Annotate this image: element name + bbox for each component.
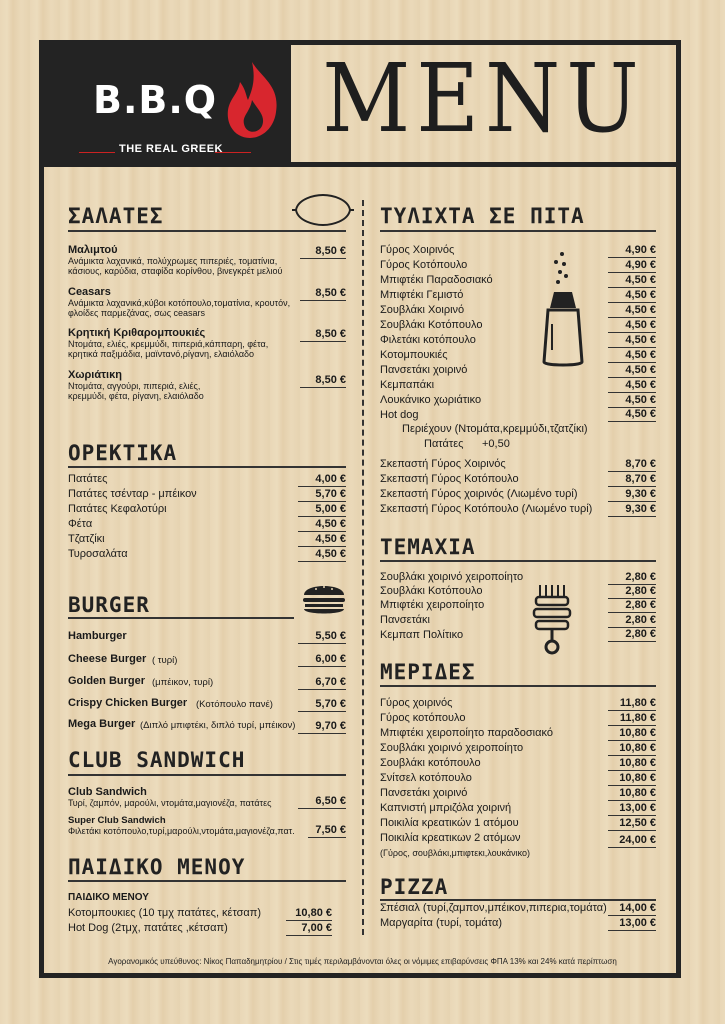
item-price: 5,70 €	[298, 488, 346, 502]
item-price: 24,00 €	[608, 834, 656, 848]
item-price: 5,70 €	[298, 698, 346, 712]
list-item: Τυροσαλάτα	[68, 548, 128, 560]
skewer-icon	[530, 583, 578, 657]
list-item: Σκεπαστή Γύρος Χοιρινός	[380, 458, 506, 470]
list-item: Σουβλάκι Χοιρινό	[380, 304, 465, 316]
logo-text: B.B.Q	[93, 78, 218, 122]
item-price: 2,80 €	[608, 614, 656, 628]
salad-desc: Ντομάτα, ελιές, κρεμμύδι, πιπεριά,κάππαρη, φέτα,	[68, 339, 269, 349]
item-price: 8,70 €	[608, 458, 656, 472]
burger-extra: ( τυρί)	[152, 655, 178, 666]
item-price: 2,80 €	[608, 571, 656, 585]
list-item: Κοτομπουκιες (10 τμχ πατάτες, κέτσαπ)	[68, 907, 262, 919]
salad-name: Μαλιμτού	[68, 244, 118, 256]
list-item: Μπιφτέκι Παραδοσιακό	[380, 274, 493, 286]
item-price: 6,70 €	[298, 676, 346, 690]
item-price: 10,80 €	[608, 757, 656, 771]
list-item: Σπέσιαλ (τυρί,ζαμπον,μπέικον,πιπερια,τομάτα)	[380, 902, 607, 914]
merides-note: (Γύρος, σουβλάκι,μπιφτεκι,λουκάνικο)	[380, 848, 531, 858]
list-item: Μπιφτέκι χειροποίητο παραδοσιακό	[380, 727, 553, 739]
item-price: 14,00 €	[608, 902, 656, 916]
tylixta-note: Περιέχουν (Ντομάτα,κρεμμύδι,τζατζίκι)	[402, 423, 588, 435]
list-item: Πατάτες	[68, 473, 108, 485]
list-item: Σουβλάκι χοιρινό χειροποίητο	[380, 571, 524, 583]
list-item: Πατάτες τσένταρ - μπέικον	[68, 488, 197, 500]
list-item: Ποικιλία κρεατικών 1 ατόμου	[380, 817, 519, 829]
lemon-icon	[290, 193, 356, 227]
item-price: 13,00 €	[608, 802, 656, 816]
merides-title: ΜΕΡΙΔΕΣ	[380, 660, 476, 684]
list-item: Καπνιστή μπριζόλα χοιρινή	[380, 802, 512, 814]
list-item: Hot Dog (2τμχ, πατάτες ,κέτσαπ)	[68, 922, 228, 934]
salad-price: 8,50 €	[300, 245, 346, 259]
list-item: Πατάτες Κεφαλοτύρι	[68, 503, 167, 515]
list-item: Μπιφτέκι Γεμιστό	[380, 289, 464, 301]
column-divider	[362, 200, 364, 935]
temaxia-title: ΤΕΜΑΧΙΑ	[380, 535, 476, 559]
item-price: 4,90 €	[608, 259, 656, 273]
list-item: Φέτα	[68, 518, 93, 530]
salad-price: 8,50 €	[300, 374, 346, 388]
tagline: THE REAL GREEK	[119, 143, 223, 155]
item-price: 7,50 €	[308, 824, 346, 838]
salad-desc: κρητικά παξιμάδια, μαϊντανό,ρίγανη, ελαιόλαδο	[68, 349, 255, 359]
sandwich-name: Super Club Sandwich	[68, 815, 166, 826]
list-item: Πανσετάκι	[380, 614, 430, 626]
item-price: 10,80 €	[608, 772, 656, 786]
list-item: Πανσετάκι χοιρινό	[380, 364, 468, 376]
item-price: 10,80 €	[286, 907, 332, 921]
salad-desc: Ντομάτα, αγγούρι, πιπεριά, ελιές,	[68, 381, 201, 391]
salad-name: Κρητική Κριθαρομπουκιές	[68, 327, 206, 339]
salt-shaker-icon	[540, 250, 586, 370]
burger-title: BURGER	[68, 593, 150, 617]
list-item: Γύρος Χοιρινός	[380, 244, 455, 256]
item-price: 13,00 €	[608, 917, 656, 931]
burger-extra: (Κοτόπουλο πανέ)	[196, 699, 273, 710]
orektika-title: ΟΡΕΚΤΙΚΑ	[68, 441, 178, 465]
item-price: 4,50 €	[608, 304, 656, 318]
list-item: Κεμπαπάκι	[380, 379, 435, 391]
salad-price: 8,50 €	[300, 328, 346, 342]
list-item: Κοτομπουκιές	[380, 349, 448, 361]
item-price: 5,50 €	[298, 630, 346, 644]
list-item: Σκεπαστή Γύρος Κοτόπουλο (Λιωμένο τυρί)	[380, 503, 593, 515]
salad-price: 8,50 €	[300, 287, 346, 301]
burger-name: Crispy Chicken Burger	[68, 697, 188, 709]
burger-rule	[68, 617, 294, 619]
pizza-title: PIZZA	[380, 875, 449, 899]
orektika-rule	[68, 466, 346, 468]
list-item: Hot dog	[380, 409, 419, 421]
list-item: Πανσετάκι χοιρινό	[380, 787, 468, 799]
item-price: 9,30 €	[608, 488, 656, 502]
item-price: 4,50 €	[608, 289, 656, 303]
sandwich-desc: Φιλετάκι κοτόπουλο,τυρί,μαρούλι,ντομάτα,μαγιονέζα,πατ.	[68, 826, 295, 836]
item-price: 5,00 €	[298, 503, 346, 517]
item-price: 4,50 €	[608, 394, 656, 408]
list-item: Γύρος Κοτόπουλο	[380, 259, 468, 271]
item-price: 2,80 €	[608, 628, 656, 642]
tylixta-title: ΤΥΛΙΧΤΑ ΣΕ ΠΙΤΑ	[380, 204, 585, 228]
item-price: 10,80 €	[608, 727, 656, 741]
tylixta-rule	[380, 230, 656, 232]
salad-desc: κάσιους, καρύδια, σταφίδα κορίνθου, βινεγκρέτ μελιού	[68, 266, 283, 276]
tylixta-extra-price: +0,50	[482, 438, 510, 450]
list-item: Σκεπαστή Γύρος Κοτόπουλο	[380, 473, 519, 485]
list-item: Μπιφτέκι χειροποίητο	[380, 599, 485, 611]
list-item: Γύρος χοιρινός	[380, 697, 453, 709]
list-item: Τζατζίκι	[68, 533, 105, 545]
list-item: Σουβλάκι χοιρινό χειροποίητο	[380, 742, 524, 754]
salad-desc: Ανάμικτα λαχανικά,κύβοι κοτόπουλο,τοματίνια, κρουτόν,	[68, 298, 291, 308]
page-title: MENU	[322, 44, 645, 154]
list-item: Σουβλάκι Κοτόπουλο	[380, 319, 483, 331]
merides-rule	[380, 685, 656, 687]
salad-desc: Ανάμικτα λαχανικά, πολύχρωμες πιπεριές, τοματίνια,	[68, 256, 278, 266]
footer-disclaimer: Αγορανομικός υπεύθυνος: Νίκος Παπαδημητρίου / Στις τιμές περιλαμβάνονται όλες οι νόμιμες επιβαρύνσεις ΦΠΑ 13% και 24% κατά περίπτωση	[108, 957, 617, 966]
item-price: 6,50 €	[298, 795, 346, 809]
item-price: 4,50 €	[608, 408, 656, 422]
club-title: CLUB SANDWICH	[68, 748, 246, 772]
item-price: 10,80 €	[608, 787, 656, 801]
burger-extra: (μπέικον, τυρί)	[152, 677, 214, 688]
item-price: 6,00 €	[298, 653, 346, 667]
burger-name: Mega Burger	[68, 718, 136, 730]
list-item: Ποικιλία κρεατικων 2 ατόμων	[380, 832, 521, 844]
kids-subtitle: ΠΑΙΔΙΚΟ ΜΕΝΟΥ	[68, 892, 149, 903]
burger-name: Cheese Burger	[68, 653, 147, 665]
item-price: 4,50 €	[608, 274, 656, 288]
list-item: Σουβλάκι Κοτόπουλο	[380, 585, 483, 597]
temaxia-rule	[380, 560, 656, 562]
item-price: 2,80 €	[608, 585, 656, 599]
item-price: 4,50 €	[608, 349, 656, 363]
item-price: 4,50 €	[298, 548, 346, 562]
club-rule	[68, 774, 346, 776]
item-price: 11,80 €	[608, 712, 656, 726]
list-item: Σνίτσελ κοτόπουλο	[380, 772, 472, 784]
sandwich-name: Club Sandwich	[68, 786, 147, 798]
item-price: 4,50 €	[298, 518, 346, 532]
item-price: 4,50 €	[608, 379, 656, 393]
list-item: Μαργαρίτα (τυρί, τομάτα)	[380, 917, 502, 929]
kids-title: ΠΑΙΔΙΚΟ ΜΕΝΟΥ	[68, 855, 246, 879]
item-price: 4,50 €	[608, 334, 656, 348]
item-price: 4,50 €	[608, 319, 656, 333]
salates-rule	[68, 230, 346, 232]
salates-title: ΣΑΛΑΤΕΣ	[68, 204, 164, 228]
item-price: 8,70 €	[608, 473, 656, 487]
item-price: 2,80 €	[608, 599, 656, 613]
salad-desc: κρεμμύδι, φέτα, ρίγανη, ελαιόλαδο	[68, 391, 204, 401]
item-price: 9,70 €	[298, 720, 346, 734]
item-price: 4,90 €	[608, 244, 656, 258]
burger-icon	[300, 579, 348, 617]
salad-desc: φλοίδες παρμεζάνας, σως ceasars	[68, 308, 206, 318]
item-price: 11,80 €	[608, 697, 656, 711]
item-price: 12,50 €	[608, 817, 656, 831]
list-item: Φιλετάκι κοτόπουλο	[380, 334, 476, 346]
item-price: 4,00 €	[298, 473, 346, 487]
burger-extra: (Διπλό μπιφτέκι, διπλό τυρί, μπέικον)	[140, 720, 296, 731]
list-item: Σουβλάκι κοτόπουλο	[380, 757, 481, 769]
pizza-rule	[380, 899, 656, 901]
item-price: 4,50 €	[608, 364, 656, 378]
item-price: 4,50 €	[298, 533, 346, 547]
tylixta-extra-name: Πατάτες	[424, 438, 464, 450]
burger-name: Golden Burger	[68, 675, 146, 687]
list-item: Κεμπαπ Πολίτικο	[380, 629, 464, 641]
item-price: 7,00 €	[286, 922, 332, 936]
list-item: Σκεπαστή Γύρος χοιρινός (Λιωμένο τυρί)	[380, 488, 578, 500]
item-price: 9,30 €	[608, 503, 656, 517]
list-item: Γύρος κοτόπουλο	[380, 712, 466, 724]
salad-name: Ceasars	[68, 286, 111, 298]
item-price: 10,80 €	[608, 742, 656, 756]
sandwich-desc: Τυρί, ζαμπόν, μαρούλι, ντομάτα,μαγιονέζα, πατάτες	[68, 798, 272, 808]
salad-name: Χωριάτικη	[68, 369, 122, 381]
burger-name: Hamburger	[68, 630, 127, 642]
list-item: Λουκάνικο χωριάτικο	[380, 394, 482, 406]
kids-rule	[68, 880, 346, 882]
